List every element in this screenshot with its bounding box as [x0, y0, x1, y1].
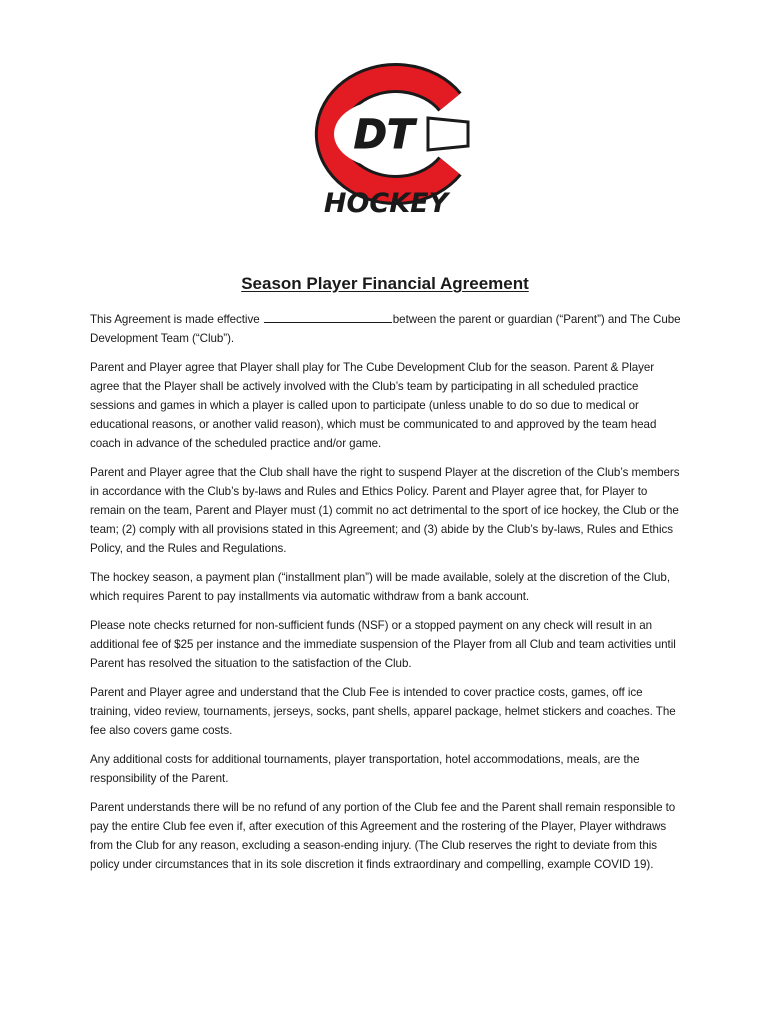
paragraph-refund: Parent understands there will be no refund of any portion of the Club fee and the Parent shall remain responsible to pay the entire Club fee even if, after execution of this Agreement and the rostering of the Player, Player withdraws from the Club for any reason, excluding a season-ending injury. (The Club reserves the right to deviate from this policy under circumstances that in its sole discretion it finds extraordinary and compelling, example COVID 19). [90, 801, 676, 871]
paragraph-installment: The hockey season, a payment plan (“installment plan”) will be made available, solely at the discretion of the Club, which requires Parent to pay installments via automatic withdraw from a bank account. [90, 571, 670, 603]
intro-text-after: between the parent or guardian (“Parent”) and The Cube Development Team (“Club”). [90, 313, 681, 345]
paragraph-suspension: Parent and Player agree that the Club shall have the right to suspend Player at the discretion of the Club’s members in accordance with the Club’s by-laws and Rules and Ethics Policy. Parent and Player agree that, for Player to remain on the team, Parent and Player must (1) commit no act detrimental to the sport of ice hockey, the Club or the team; (2) comply with all provisions stated in this Agreement; and (3) abide by the Club’s by-laws, Rules and Ethics Policy, and the Rules and Regulations. [90, 466, 680, 555]
logo-word: HOCKEY [323, 188, 449, 217]
effective-date-blank[interactable] [264, 311, 392, 323]
club-logo [300, 62, 470, 217]
logo-letters: DT [353, 112, 415, 158]
intro-text-before: This Agreement is made effective [90, 313, 260, 326]
document-title: Season Player Financial Agreement [241, 274, 529, 293]
document-body [90, 310, 682, 884]
intro-paragraph [90, 310, 682, 348]
logo-tail [428, 118, 468, 150]
paragraph-nsf: Please note checks returned for non-sufficient funds (NSF) or a stopped payment on any check will result in an additional fee of $25 per instance and the immediate suspension of the Player from all Club and team activities until Parent has resolved the situation to the satisfaction of the Club. [90, 619, 676, 670]
paragraph-additional-costs: Any additional costs for additional tournaments, player transportation, hotel accommodations, meals, are the responsibility of the Parent. [90, 753, 640, 785]
paragraph-club-fee: Parent and Player agree and understand that the Club Fee is intended to cover practice costs, games, off ice training, video review, tournaments, jerseys, socks, pant shells, apparel package, helmet stickers and coaches. The fee also covers game costs. [90, 686, 676, 737]
paragraph-participation: Parent and Player agree that Player shall play for The Cube Development Club for the season. Parent & Player agree that the Player shall be actively involved with the Club’s team by participating in all scheduled practice sessions and games in which a player is called upon to participate (unless unable to do so due to medical or educational reasons, or another valid reason), which must be communicated to and approved by the team head coach in advance of the scheduled practice and/or game. [90, 361, 657, 450]
